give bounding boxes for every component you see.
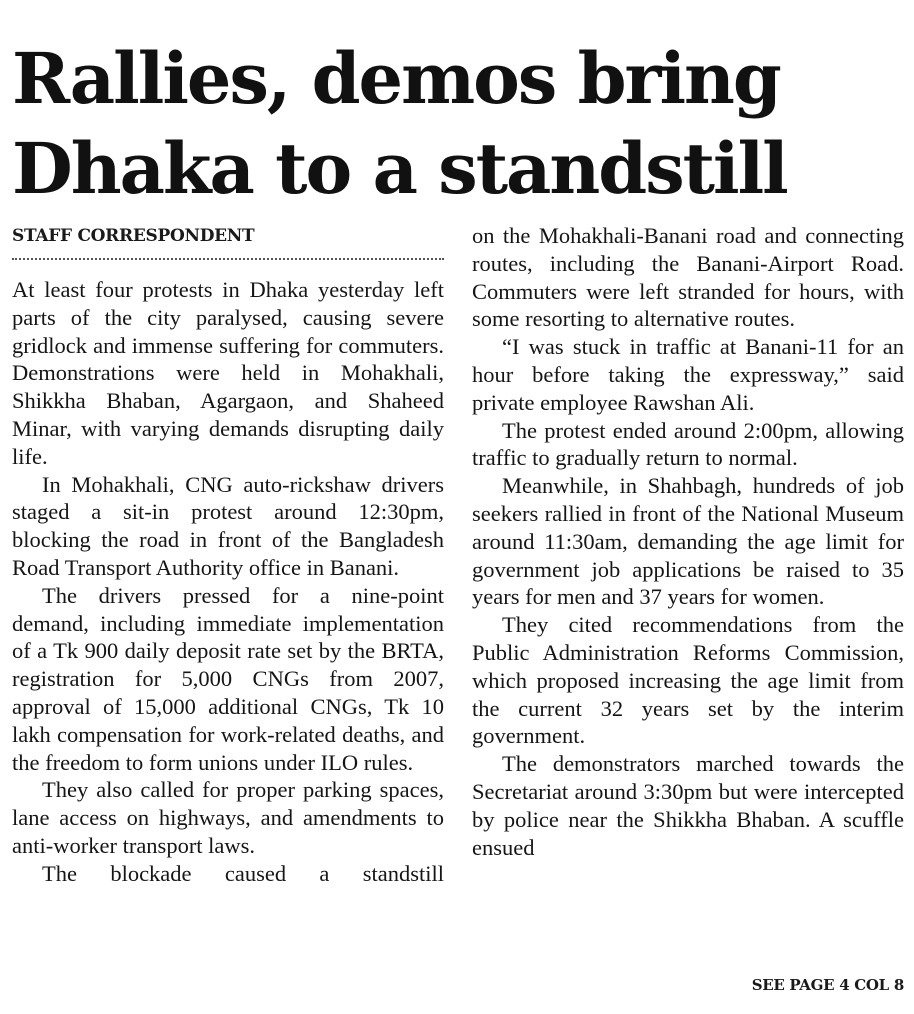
left-column [12,276,444,888]
paragraph: They also called for proper parking spaces, lane access on highways, and amendments to anti-worker transport laws. [12,777,444,858]
paragraph: The demonstrators marched towards the Secretariat around 3:30pm but were intercepted by police near the Shikkha Bhaban. A scuffle ensued [472,751,904,860]
paragraph: The blockade caused a standstill [42,860,444,886]
paragraph: At least four protests in Dhaka yesterday left parts of the city paralysed, causing severe gridlock and immense suffering for commuters. Demonstrations were held in Mohakhali, Shikkha Bhaban, Agargaon, and Shaheed Minar, with varying demands disrupting daily life. [12,277,444,469]
byline: STAFF CORRESPONDENT [12,226,255,246]
paragraph: They cited recommendations from the Public Administration Reforms Commission, which proposed increasing the age limit from the current 32 years set by the interim government. [472,612,904,749]
headline-line-2: Dhaka to a standstill [12,127,787,210]
paragraph: The protest ended around 2:00pm, allowing traffic to gradually return to normal. [472,417,904,471]
headline-line-1: Rallies, demos bring [12,37,780,120]
paragraph: on the Mohakhali-Banani road and connecting routes, including the Banani-Airport Road. Commuters were left stranded for hours, with some resorting to alternative routes. [472,223,904,332]
paragraph: Meanwhile, in Shahbagh, hundreds of job seekers rallied in front of the National Museum around 11:30am, demanding the age limit for government job applications be raised to 35 years for men and 37 years for women. [472,473,904,610]
headline [12,34,904,214]
paragraph: In Mohakhali, CNG auto-rickshaw drivers staged a sit-in protest around 12:30pm, blocking the road in front of the Bangladesh Road Transport Authority office in Banani. [12,471,444,580]
paragraph: The drivers pressed for a nine-point demand, including immediate implementation of a Tk 900 daily deposit rate set by the BRTA, registration for 5,000 CNGs from 2007, approval of 15,000 additional CNGs, Tk 10 lakh compensation for work-related deaths, and the freedom to form unions under ILO rules. [12,582,444,775]
byline-divider [12,258,444,260]
paragraph: “I was stuck in traffic at Banani-11 for an hour before taking the expressway,” said private employee Rawshan Ali. [472,334,904,415]
right-column [472,222,904,861]
continued-jump-line: SEE PAGE 4 COL 8 [751,976,904,994]
